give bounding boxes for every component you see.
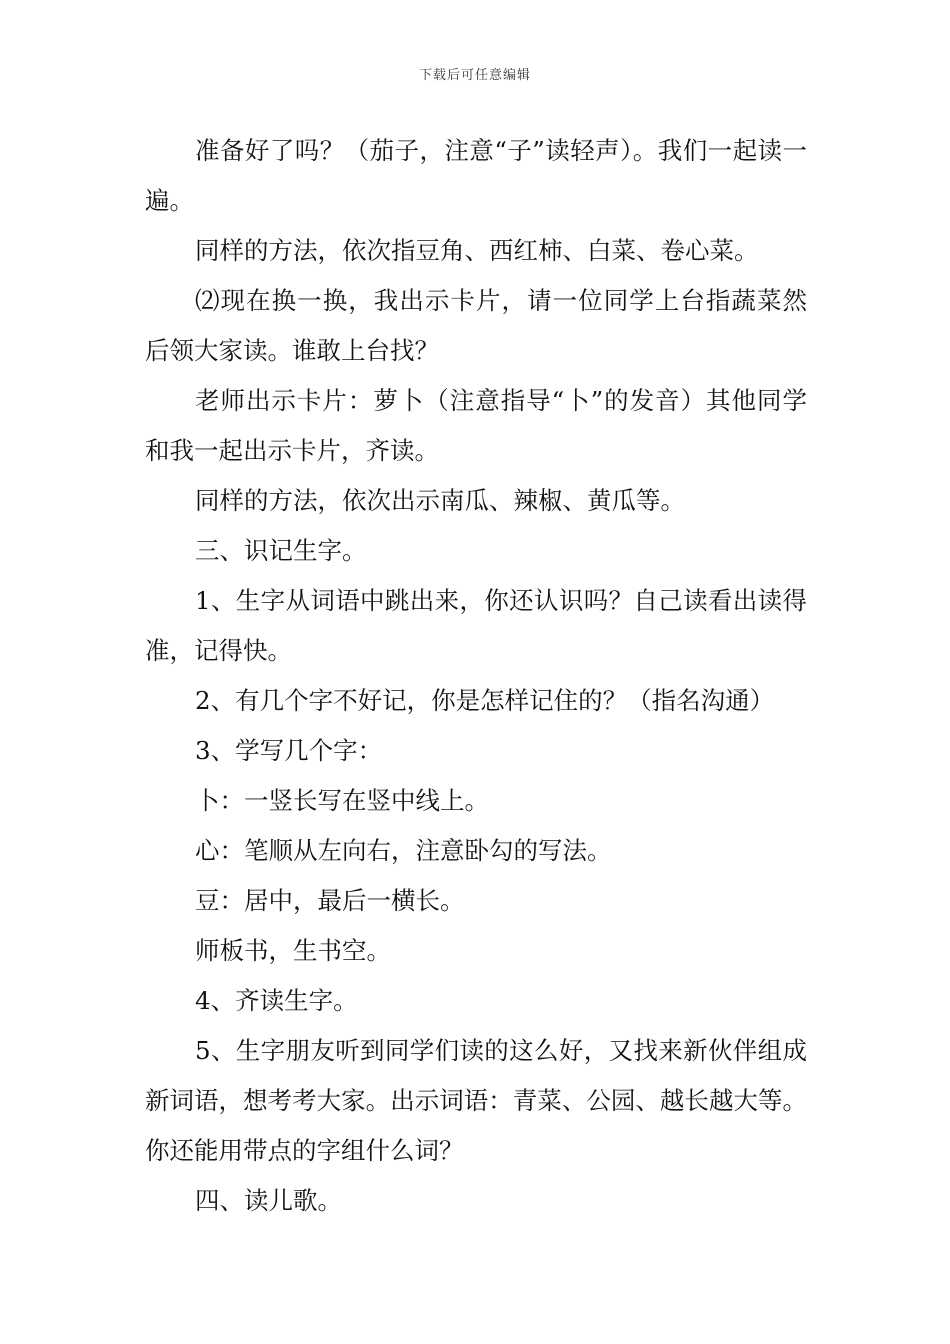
paragraph: 老师出示卡片：萝卜（注意指导“卜”的发音）其他同学和我一起出示卡片，齐读。 [145,386,807,465]
paragraph: 2、有几个字不好记，你是怎样记住的？（指名沟通） [195,686,775,715]
paragraph: 同样的方法，依次指豆角、西红柿、白菜、卷心菜。 [195,236,759,265]
paragraph: 师板书，生书空。 [195,936,391,965]
section-heading: 四、读儿歌。 [195,1186,342,1215]
paragraph: 1、生字从词语中跳出来，你还认识吗？自己读看出读得准，记得快。 [145,586,807,665]
paragraph: 同样的方法，依次出示南瓜、辣椒、黄瓜等。 [195,486,685,515]
section-heading: 三、识记生字。 [195,536,367,565]
page-header: 下载后可任意编辑 [418,68,531,83]
paragraph: 卜：一竖长写在竖中线上。 [195,786,489,815]
paragraph: 心：笔顺从左向右，注意卧勾的写法。 [195,836,612,865]
document-body [145,126,807,1226]
paragraph: 5、生字朋友听到同学们读的这么好，又找来新伙伴组成新词语，想考考大家。出示词语：青菜、公园、越长越大等。你还能用带点的字组什么词？ [145,1036,807,1165]
paragraph: 准备好了吗？（茄子，注意“子”读轻声）。我们一起读一遍。 [145,136,807,215]
paragraph: 豆：居中，最后一横长。 [195,886,465,915]
paragraph: 4、齐读生字。 [195,986,358,1015]
paragraph: ⑵现在换一换，我出示卡片，请一位同学上台指蔬菜然后领大家读。谁敢上台找？ [145,286,807,365]
paragraph: 3、学写几个字： [195,736,383,765]
